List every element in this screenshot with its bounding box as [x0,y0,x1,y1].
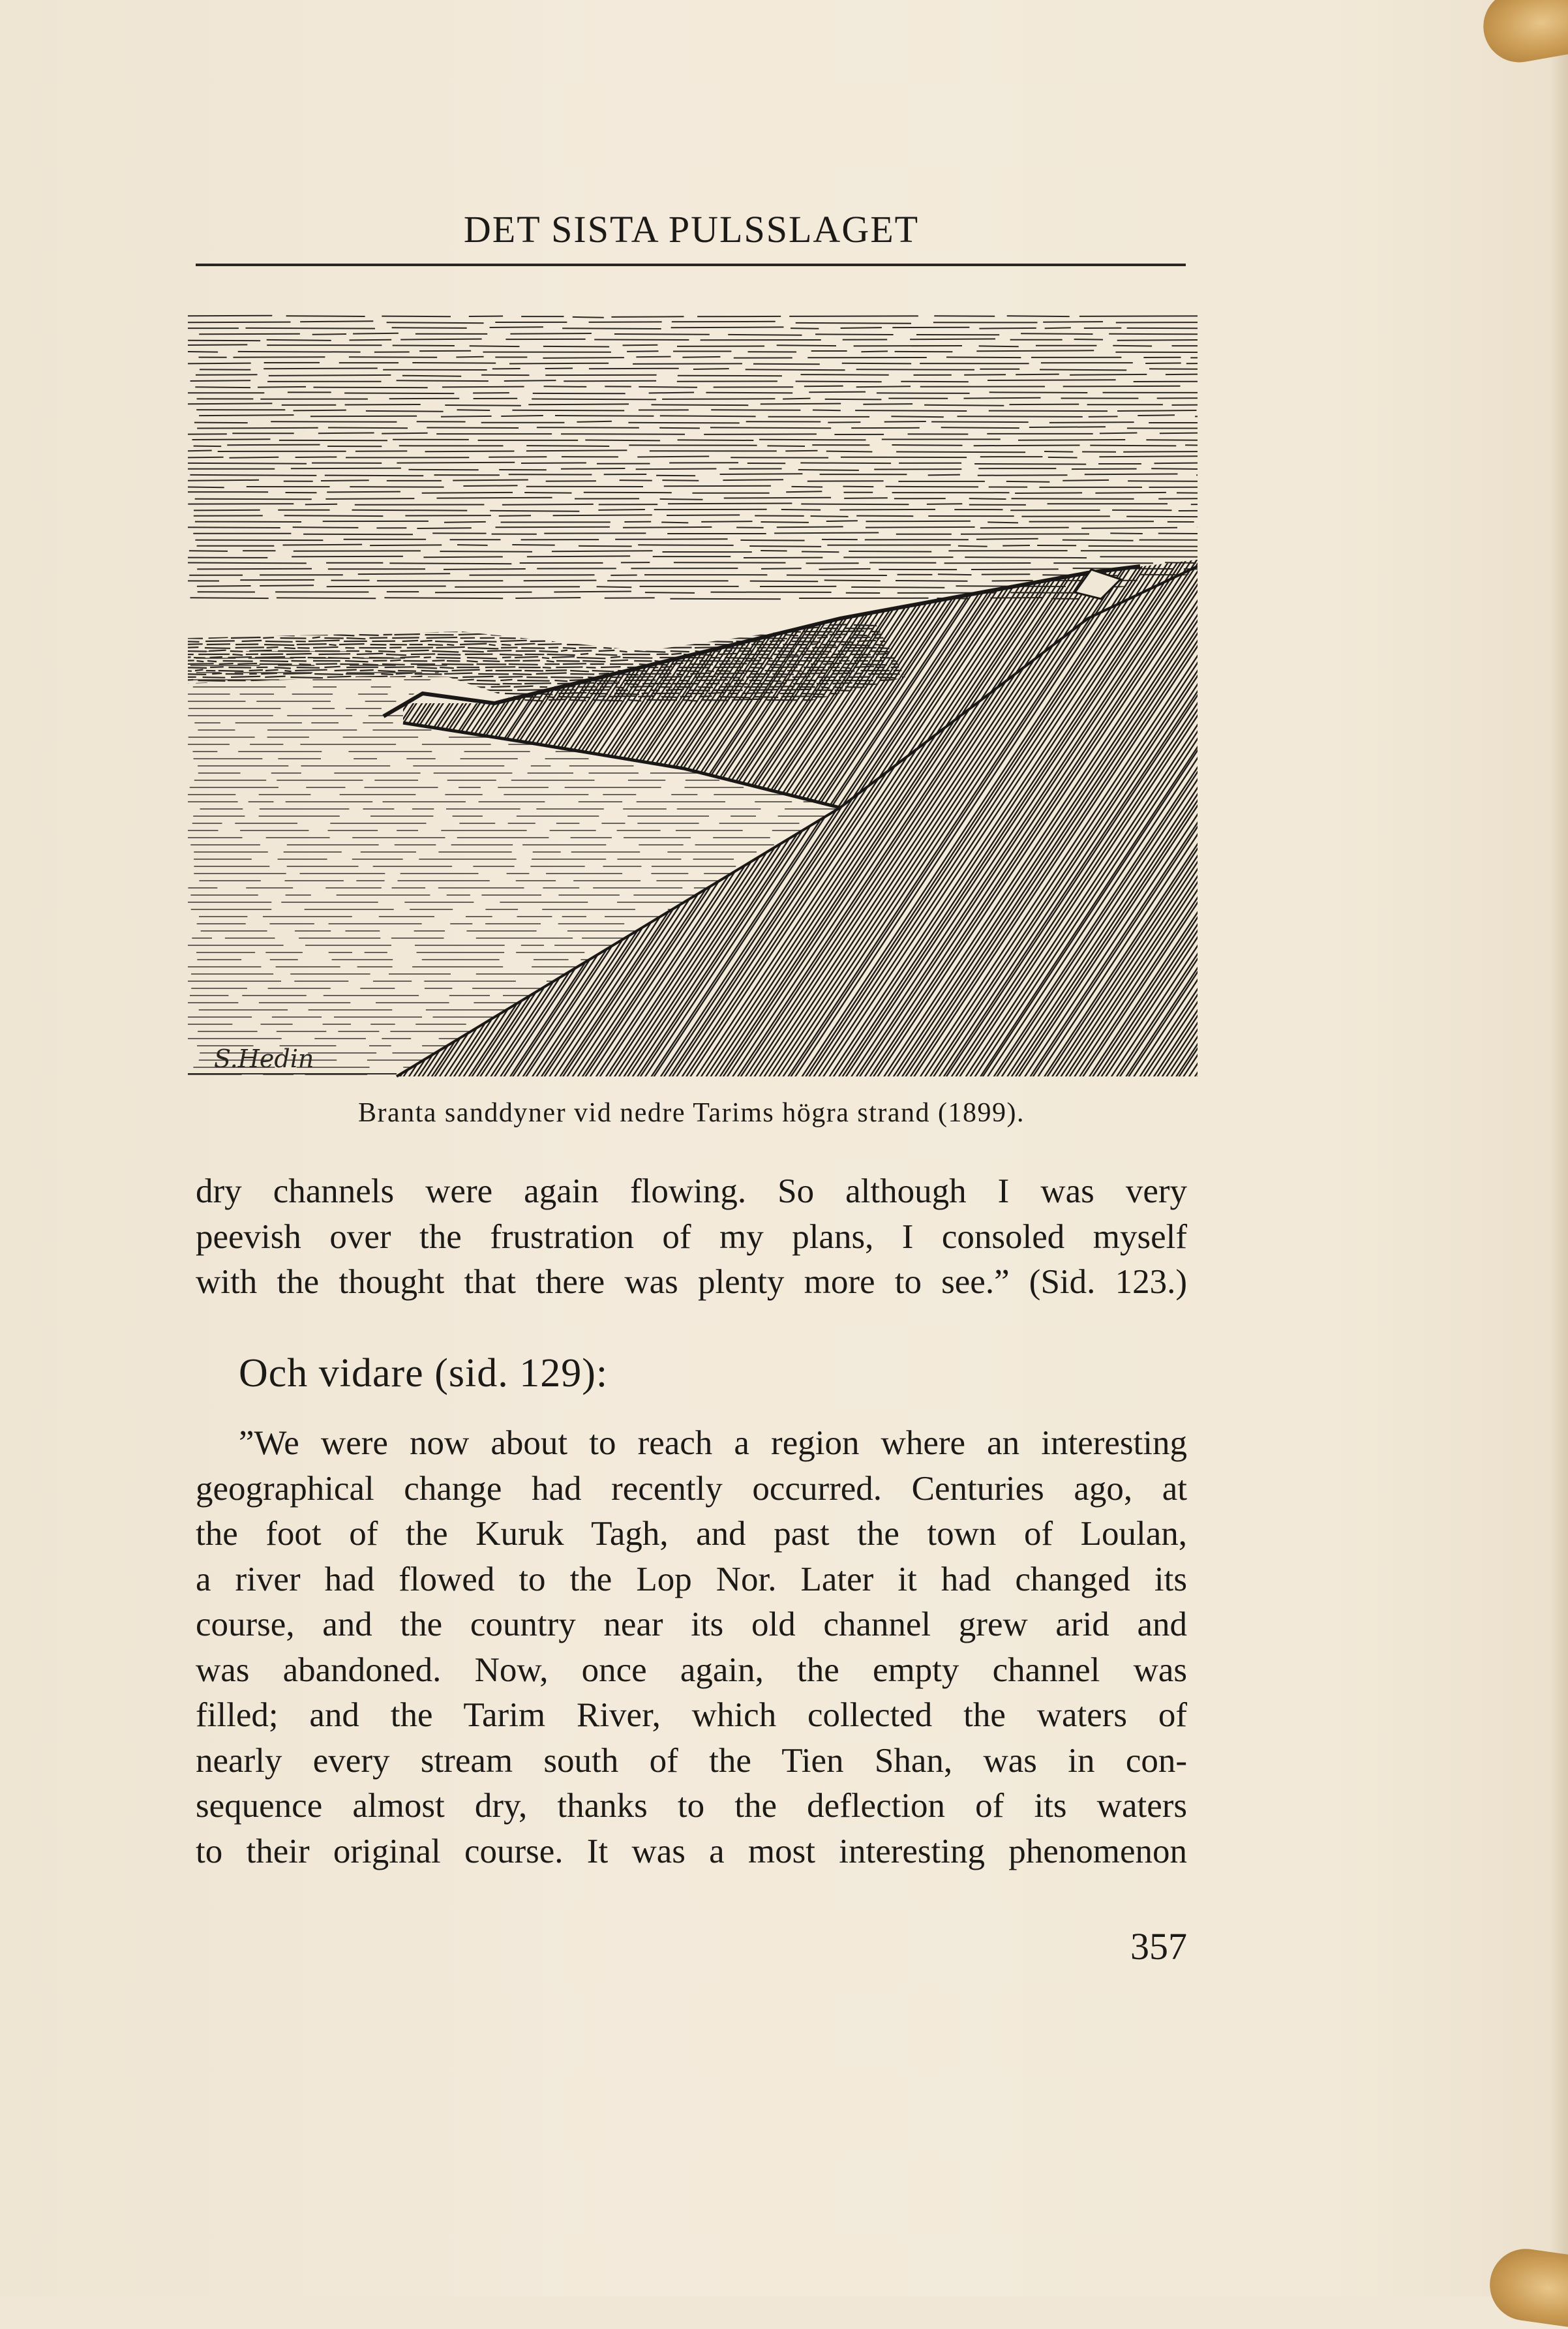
hatch-stroke [188,526,1198,528]
hatch-stroke [222,540,588,1083]
hatch-stroke [188,677,915,678]
hatch-stroke [188,540,219,1083]
hatch-stroke [188,540,466,1083]
hatch-stroke [188,540,329,1083]
hatch-stroke [188,321,1198,324]
hatch-stroke [199,333,1198,335]
header-rule [196,264,1186,266]
hatch-stroke [190,380,1198,382]
hatch-stroke [188,540,460,1083]
hatch-stroke [197,398,1198,400]
hatch-stroke [199,415,1198,417]
hatch-stroke [501,540,866,1083]
hatch-stroke [188,540,264,1083]
hatch-stroke [188,540,247,1083]
hatch-stroke [196,540,561,1083]
hatch-stroke [188,540,524,1083]
hatch-stroke [626,540,991,1083]
hatch-stroke [194,510,1198,511]
text-line: peevish over the frustration of my plans, I consoled myself [196,1217,1187,1256]
hatch-stroke [188,556,1198,558]
hatch-stroke [188,540,214,1083]
hatch-stroke [247,540,612,1083]
hatch-stroke [468,540,834,1083]
hatch-stroke [193,533,1198,535]
hatch-stroke [188,540,196,1083]
hatch-stroke [188,540,307,1083]
hatch-stroke [188,540,407,1083]
hatch-stroke [188,540,396,1083]
hatch-stroke [188,540,309,1083]
hatch-stroke [273,540,638,1083]
hatch-stroke [188,540,234,1083]
hatch-stroke [333,540,698,1083]
hatch-stroke [188,540,541,1083]
hatch-stroke [188,540,237,1083]
hatch-stroke [359,540,725,1083]
hatch-stroke [188,647,938,649]
hatch-stroke [397,540,762,1083]
text-line: with the thought that there was plenty more to see.” (Sid. 123.) [196,1263,1187,1301]
hatch-stroke [188,540,342,1083]
hatch-stroke [188,641,934,643]
hatch-stroke [192,439,1198,440]
hatch-stroke [188,540,254,1083]
text-line: ”We were now about to reach a region where an interesting [239,1424,1187,1462]
hatch-stroke [199,357,1198,358]
page-number: 357 [1130,1925,1187,1968]
hatch-stroke [402,540,767,1083]
hatch-stroke [597,540,963,1083]
text-line: to their original course. It was a most interesting phenomenon [196,1832,1187,1870]
hatch-stroke [263,540,628,1083]
hatch-stroke [196,410,1196,412]
hatch-stroke [188,540,269,1083]
hatch-stroke [188,667,933,669]
hatch-stroke [188,540,331,1083]
hatch-stroke [447,540,812,1083]
hatch-stroke [420,540,785,1083]
hatch-stroke [188,339,1198,341]
running-head: DET SISTA PULSSLAGET [463,208,920,251]
hatch-stroke [188,540,400,1083]
hatch-stroke [188,540,350,1083]
hatch-stroke [194,445,1198,447]
hatch-stroke [188,540,228,1083]
hatch-stroke [188,540,451,1083]
text-line: filled; and the Tarim River, which collected the waters of [196,1696,1187,1734]
text-line: geographical change had recently occurred. Centuries ago, at [196,1469,1187,1508]
hatch-stroke [188,540,277,1083]
hatch-stroke [188,540,411,1083]
hatch-stroke [188,316,1198,318]
subheading: Och vidare (sid. 129): [239,1351,609,1395]
text-line: course, and the country near its old channel grew arid and [196,1606,1187,1643]
hatch-stroke [188,540,301,1083]
text-line: the foot of the Kuruk Tagh, and past the town of Loulan, [196,1515,1187,1553]
hatch-stroke [188,540,538,1083]
hatch-stroke [194,421,1198,423]
hatch-stroke [188,540,419,1083]
hatch-stroke [188,327,1198,329]
hatch-stroke [188,540,515,1083]
hatch-stroke [309,540,674,1083]
hatch-stroke [364,540,729,1083]
text-line: a river had flowed to the Lop Nor. Later it had changed its [196,1560,1187,1598]
hatch-stroke [195,498,1198,500]
hatch-stroke [483,540,848,1083]
paragraph-1 [196,1169,1187,1305]
hatch-stroke [205,540,571,1083]
hatch-stroke [188,363,1198,364]
hatch-stroke [195,539,1198,541]
hatch-stroke [188,540,209,1083]
hatch-stroke [188,562,1196,564]
hatch-stroke [188,540,295,1083]
hatch-stroke [188,540,224,1083]
hatch-stroke [188,450,1198,452]
hatch-stroke [188,540,500,1083]
sky-hatching [188,316,1198,600]
hatch-stroke [188,540,547,1083]
hatch-stroke [292,540,657,1083]
hatch-stroke [189,551,1198,552]
hatch-stroke [188,344,1198,346]
hatch-stroke [188,540,380,1083]
hatch-stroke [188,540,437,1083]
hatch-stroke [287,540,652,1083]
hatch-stroke [195,386,1198,388]
text-line: was abandoned. Now, once again, the empty channel was [196,1651,1187,1689]
hatch-stroke [197,568,1198,570]
hatch-stroke [188,540,534,1083]
hatch-stroke [391,540,757,1083]
hatch-stroke [188,540,393,1083]
hatch-stroke [433,540,798,1083]
hatch-stroke [260,540,625,1083]
hatch-stroke [227,540,592,1083]
hatch-stroke [188,456,1198,458]
hatch-stroke [194,515,1198,517]
hatch-stroke [188,392,1198,394]
hatch-stroke [200,540,565,1083]
hatch-stroke [188,540,423,1083]
hatch-stroke [188,540,469,1083]
figure-caption: Branta sanddyner vid nedre Tarims högra strand (1899). [357,1098,1025,1128]
hatch-stroke [188,540,497,1083]
dune-hatching [188,540,1198,1083]
hatch-stroke [406,540,772,1083]
hatch-stroke [442,540,807,1083]
hatch-stroke [188,660,924,662]
hatch-stroke [196,374,1198,376]
hatch-stroke [197,545,1198,547]
hatch-stroke [188,540,509,1083]
artist-signature: S.Hedin [214,1044,314,1073]
text-line: dry channels were again flowing. So although I was very [196,1172,1187,1210]
hatch-stroke [315,540,680,1083]
hatch-stroke [296,540,661,1083]
hatch-stroke [254,540,620,1083]
hatch-stroke [190,474,1198,476]
hatch-stroke [195,521,1194,523]
hatch-stroke [188,540,432,1083]
hatch-stroke [188,540,260,1083]
hatch-stroke [188,468,1198,470]
hatch-stroke [241,540,607,1083]
hatch-stroke [188,540,447,1083]
paragraph-2 [196,1421,1187,1874]
hatch-stroke [188,540,492,1083]
hatch-stroke [188,540,360,1083]
hatch-stroke [188,350,1198,352]
hatch-stroke [839,540,1198,1083]
page-edge-shadow [1550,0,1568,2296]
hatch-stroke [423,540,788,1083]
hatch-stroke [279,540,644,1083]
hatch-stroke [188,540,480,1083]
hatch-stroke [188,540,415,1083]
hatch-stroke [197,427,1198,428]
hatch-stroke [188,654,915,656]
hatch-stroke [188,540,384,1083]
hatch-stroke [270,540,635,1083]
hatch-stroke [188,540,369,1083]
hatch-stroke [188,540,507,1083]
hatch-stroke [188,540,355,1083]
hatch-stroke [188,540,386,1083]
hatch-stroke [188,540,201,1083]
hatch-stroke [188,540,474,1083]
hatch-stroke [190,597,1198,599]
hatch-stroke [188,644,936,646]
text-line: nearly every stream south of the Tien Shan, was in con- [196,1741,1187,1780]
hatch-stroke [237,540,603,1083]
hatch-stroke [460,540,825,1083]
hatch-stroke [188,634,943,636]
hatch-stroke [188,480,1198,482]
hatch-stroke [188,540,489,1083]
dune-engraving [188,312,1198,1083]
hatch-stroke [188,504,1198,505]
hatch-stroke [355,540,721,1083]
hatch-stroke [188,540,550,1083]
hatch-stroke [188,540,374,1083]
hatch-stroke [374,540,739,1083]
hatch-stroke [188,540,325,1083]
hatch-stroke [188,540,337,1083]
hatch-stroke [188,540,204,1083]
hatch-stroke [188,540,485,1083]
hatch-stroke [189,573,1198,575]
hatch-stroke [188,540,292,1083]
hatch-stroke [213,540,578,1083]
hatch-stroke [188,540,273,1083]
hatch-stroke [188,540,444,1083]
hatch-stroke [188,433,1198,435]
hatch-stroke [188,540,457,1083]
hatch-stroke [342,540,708,1083]
hatch-stroke [188,540,521,1083]
hatch-stroke [188,540,190,1083]
hatch-stroke [188,540,242,1083]
hatch-stroke [537,540,903,1083]
hatch-stroke [318,540,684,1083]
hatch-stroke [438,540,804,1083]
hatch-stroke [188,463,1198,464]
hatch-stroke [188,540,530,1083]
text-line: sequence almost dry, thanks to the deflection of its waters [196,1787,1187,1825]
hatch-stroke [388,540,753,1083]
hatch-stroke [492,540,857,1083]
hatch-stroke [188,680,931,682]
hatch-stroke [188,403,1198,405]
hatch-stroke [192,540,557,1083]
hatch-stroke [188,540,346,1083]
hatch-stroke [188,540,315,1083]
hatch-stroke [188,485,1198,487]
hatch-stroke [188,540,250,1083]
hatch-stroke [188,540,365,1083]
hatch-stroke [188,540,282,1083]
hatch-stroke [301,540,666,1083]
hatch-stroke [200,369,1198,371]
hatch-stroke [188,491,1198,493]
hatch-stroke [188,540,429,1083]
hatch-stroke [188,540,288,1083]
hatch-stroke [188,540,320,1083]
